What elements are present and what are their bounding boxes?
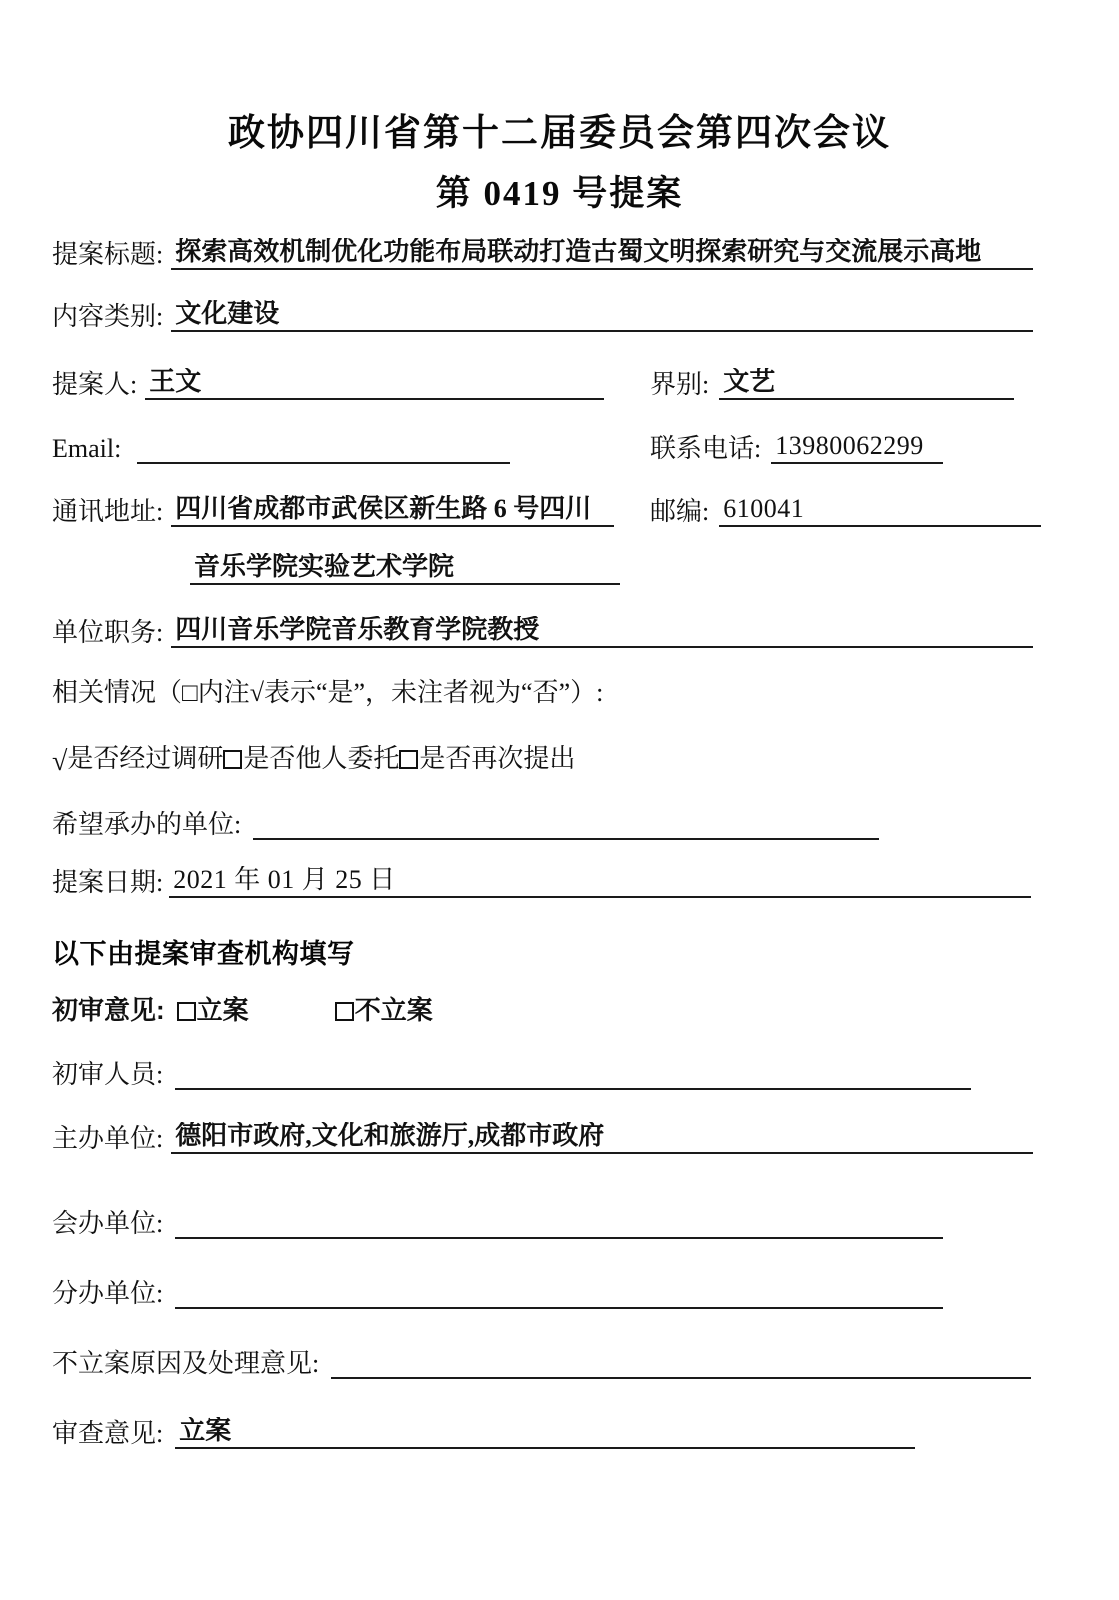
option-researched-label: 是否经过调研 — [67, 744, 224, 773]
row-address — [52, 495, 614, 527]
phone-field[interactable] — [771, 432, 943, 464]
first-opinion-option-accept[interactable] — [177, 995, 249, 1025]
desired-unit-value — [253, 837, 257, 838]
row-email — [52, 432, 510, 464]
sub-unit-field[interactable] — [175, 1277, 943, 1309]
row-proposal-date — [52, 866, 1031, 898]
rejection-reason-field[interactable] — [331, 1347, 1031, 1379]
sector-label: 界别: — [650, 370, 710, 399]
rejection-reason-label: 不立案原因及处理意见: — [52, 1349, 320, 1378]
proposal-title-field[interactable] — [171, 238, 1033, 270]
host-unit-field[interactable] — [171, 1122, 1033, 1154]
sub-unit-label: 分办单位: — [52, 1279, 164, 1308]
document-title-line-1: 政协四川省第十二届委员会第四次会议 — [228, 113, 891, 154]
postcode-field[interactable] — [719, 495, 1041, 527]
postcode-value: 610041 — [723, 495, 805, 523]
rejection-reason-value — [331, 1376, 335, 1377]
row-sector — [650, 368, 1014, 400]
phone-label: 联系电话: — [650, 434, 762, 463]
proposal-date-value: 2021 年 01 月 25 日 — [173, 866, 396, 894]
desired-unit-label: 希望承办的单位: — [52, 810, 242, 839]
sub-unit-value — [175, 1306, 179, 1307]
joint-unit-field[interactable] — [175, 1207, 943, 1239]
row-address-line2 — [190, 553, 620, 585]
address-label: 通讯地址: — [52, 497, 164, 526]
check-mark-icon: √ — [52, 746, 68, 777]
proposal-title-label: 提案标题: — [52, 240, 164, 269]
option-entrusted-label: 是否他人委托 — [243, 744, 400, 773]
first-reviewer-field[interactable] — [175, 1058, 971, 1090]
sector-field[interactable] — [719, 368, 1014, 400]
address-value-line2: 音乐学院实验艺术学院 — [194, 553, 455, 581]
document-proposal-number: 第 0419 号提案 — [435, 174, 684, 213]
host-unit-value: 德阳市政府,文化和旅游厅,成都市政府 — [175, 1122, 605, 1150]
content-category-field[interactable] — [171, 300, 1033, 332]
first-opinion-option-reject[interactable] — [335, 995, 433, 1025]
address-field-line1[interactable] — [171, 495, 614, 527]
joint-unit-value — [175, 1236, 179, 1237]
address-value-line1: 四川省成都市武侯区新生路 6 号四川 — [175, 495, 592, 523]
proposer-label: 提案人: — [52, 370, 138, 399]
related-info-note: 相关情况（□内注√表示“是”，未注者视为“否”）: — [52, 678, 604, 707]
content-category-value: 文化建设 — [175, 300, 280, 328]
first-reviewer-label: 初审人员: — [52, 1060, 164, 1089]
row-joint-unit — [52, 1207, 943, 1239]
joint-unit-label: 会办单位: — [52, 1209, 164, 1238]
proposal-date-label: 提案日期: — [52, 868, 164, 897]
first-review-opinion-label: 初审意见: — [52, 995, 165, 1025]
review-opinion-label: 审查意见: — [52, 1419, 164, 1448]
address-field-line2[interactable] — [190, 553, 620, 585]
proposal-date-field[interactable] — [169, 866, 1031, 898]
proposer-value: 王文 — [149, 368, 202, 396]
row-sub-unit — [52, 1277, 943, 1309]
host-unit-label: 主办单位: — [52, 1124, 164, 1153]
proposal-title-value: 探索高效机制优化功能布局联动打造古蜀文明探索研究与交流展示高地 — [175, 238, 982, 266]
email-field[interactable] — [137, 432, 510, 464]
phone-value: 13980062299 — [775, 432, 924, 460]
row-desired-unit — [52, 808, 879, 840]
content-category-label: 内容类别: — [52, 302, 164, 331]
position-label: 单位职务: — [52, 618, 164, 647]
row-proposal-title — [52, 238, 1033, 270]
row-review-opinion — [52, 1417, 915, 1449]
first-reviewer-value — [175, 1087, 179, 1088]
row-phone — [650, 432, 943, 464]
first-opinion-option-reject-label: 不立案 — [354, 995, 433, 1025]
first-opinion-option-accept-label: 立案 — [196, 995, 249, 1025]
checkbox-icon-resubmitted[interactable] — [399, 750, 418, 769]
review-section-header: 以下由提案审查机构填写 — [52, 939, 355, 969]
email-label: Email: — [52, 434, 122, 463]
checkbox-icon-reject[interactable] — [335, 1002, 354, 1021]
row-position — [52, 616, 1033, 648]
option-entrusted[interactable] — [223, 744, 399, 773]
first-review-opinion-row — [52, 995, 433, 1025]
sector-value: 文艺 — [723, 368, 776, 396]
row-postcode — [650, 495, 1041, 527]
related-options-row — [52, 744, 575, 776]
review-opinion-field[interactable] — [175, 1417, 915, 1449]
row-first-reviewer — [52, 1058, 971, 1090]
row-host-unit — [52, 1122, 1033, 1154]
option-resubmitted-label: 是否再次提出 — [419, 744, 576, 773]
email-value — [137, 461, 141, 462]
option-researched[interactable] — [52, 744, 224, 777]
proposer-field[interactable] — [145, 368, 604, 400]
row-proposer — [52, 368, 604, 400]
review-opinion-value: 立案 — [179, 1417, 232, 1445]
desired-unit-field[interactable] — [253, 808, 879, 840]
row-content-category — [52, 300, 1033, 332]
row-rejection-reason — [52, 1347, 1031, 1379]
position-field[interactable] — [171, 616, 1033, 648]
checkbox-icon-accept[interactable] — [177, 1002, 196, 1021]
position-value: 四川音乐学院音乐教育学院教授 — [175, 616, 540, 644]
postcode-label: 邮编: — [650, 497, 710, 526]
checkbox-icon-entrusted[interactable] — [223, 750, 242, 769]
option-resubmitted[interactable] — [399, 744, 575, 773]
